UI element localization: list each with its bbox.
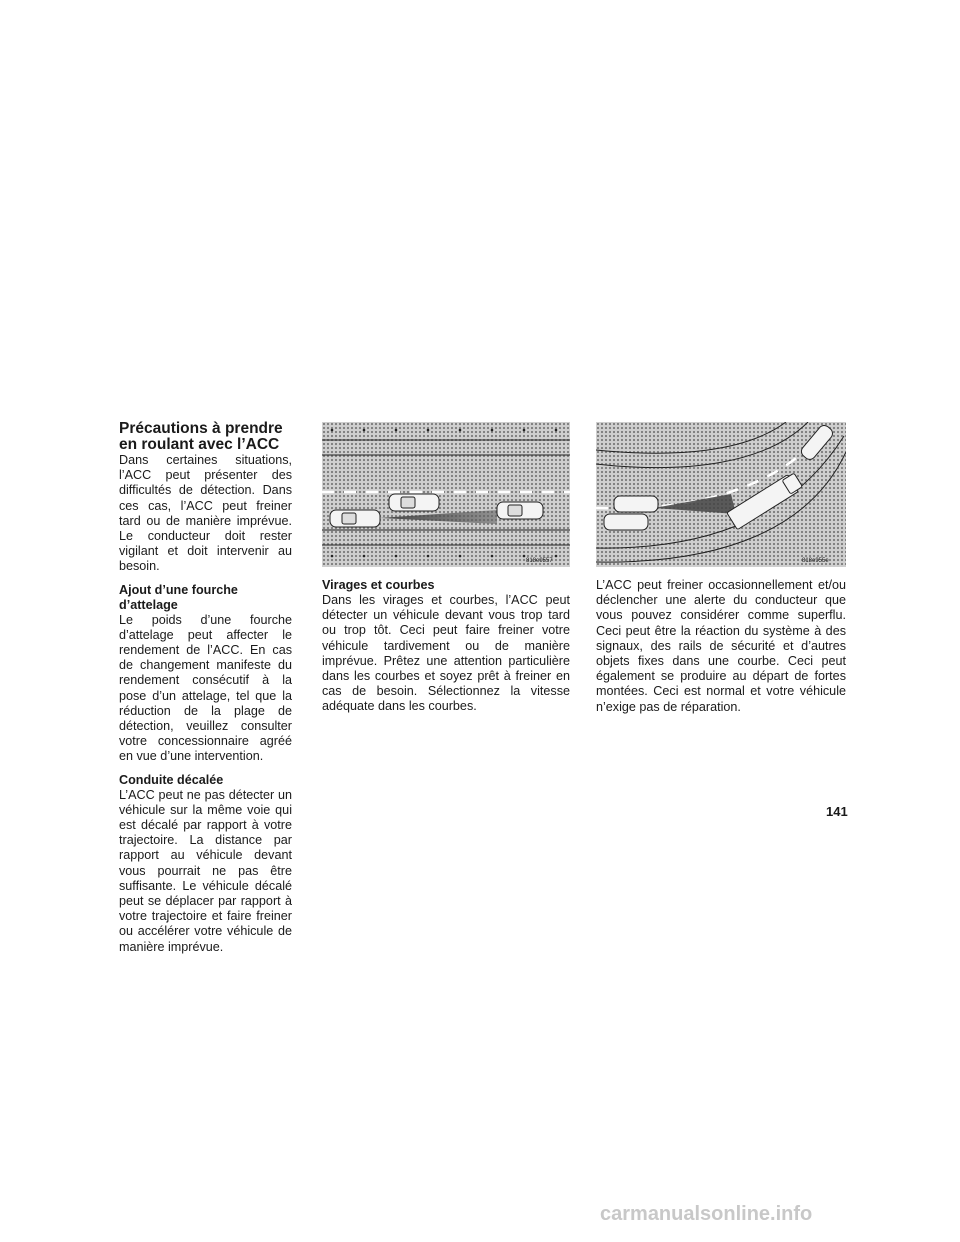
curves-heading: Virages et courbes [322, 578, 435, 592]
hitch-heading: Ajout d’une fourche d’attelage [119, 582, 238, 612]
section-title: Précautions à prendre en roulant avec l’ACC [119, 420, 283, 453]
straight-road-figure [322, 422, 570, 567]
curve-road-figure [596, 422, 846, 567]
curves-body: Dans les virages et courbes, l’ACC peut détecter un véhicule devant vous trop tard ou trop tôt. Ceci peut faire freiner votre véhicule tardivement ou de manière imprévue. Prêtez une attention particulière dans les courbes et soyez prêt à freiner en cas de besoin. Sélectionnez la vitesse adéquate dans les courbes. [322, 593, 570, 714]
section-intro: Dans certaines situations, l’ACC peut présenter des difficultés de détection. Dans ces cas, l’ACC peut freiner tard ou de manière imprévue. Le conducteur doit rester vigilant et doit intervenir au besoin. [119, 453, 292, 574]
offset-body: L’ACC peut ne pas détecter un véhicule sur la même voie qui est décalé par rapport à votre trajectoire. La distance par rapport au véhicule devant vous pourrait ne pas être suffisante. Le véhicule décalé peut se déplacer par rapport à votre trajectoire et faire freiner ou accélérer votre véhicule de manière imprévue. [119, 787, 292, 954]
note-body: L’ACC peut freiner occasionnellement et/ou déclencher une alerte du conducteur que vous pouvez considérer comme superflu. Ceci peut être la réaction du système à des signaux, des rails de sécurité et d’autres objets fixes dans une courbe. Ceci peut également se produire au départ de fortes montées. Ceci est normal et votre véhicule n’exige pas de réparation. [596, 578, 846, 714]
hitch-body: Le poids d’une fourche d’attelage peut affecter le rendement de l’ACC. En cas de changement manifeste du rendement consécutif à la pose d’un attelage, tel que la réduction de la plage de détection, veuillez consulter votre concessionnaire agréé en vue d’une intervention. [119, 612, 292, 764]
svg-text:818e9557: 818e9557 [526, 558, 553, 564]
svg-text:818e955e: 818e955e [802, 558, 829, 564]
right-column [596, 578, 846, 715]
page-number: 141 [826, 804, 848, 819]
watermark: carmanualsonline.info [600, 1203, 813, 1225]
offset-heading: Conduite décalée [119, 772, 224, 787]
left-column [119, 421, 292, 955]
middle-column [322, 578, 570, 715]
